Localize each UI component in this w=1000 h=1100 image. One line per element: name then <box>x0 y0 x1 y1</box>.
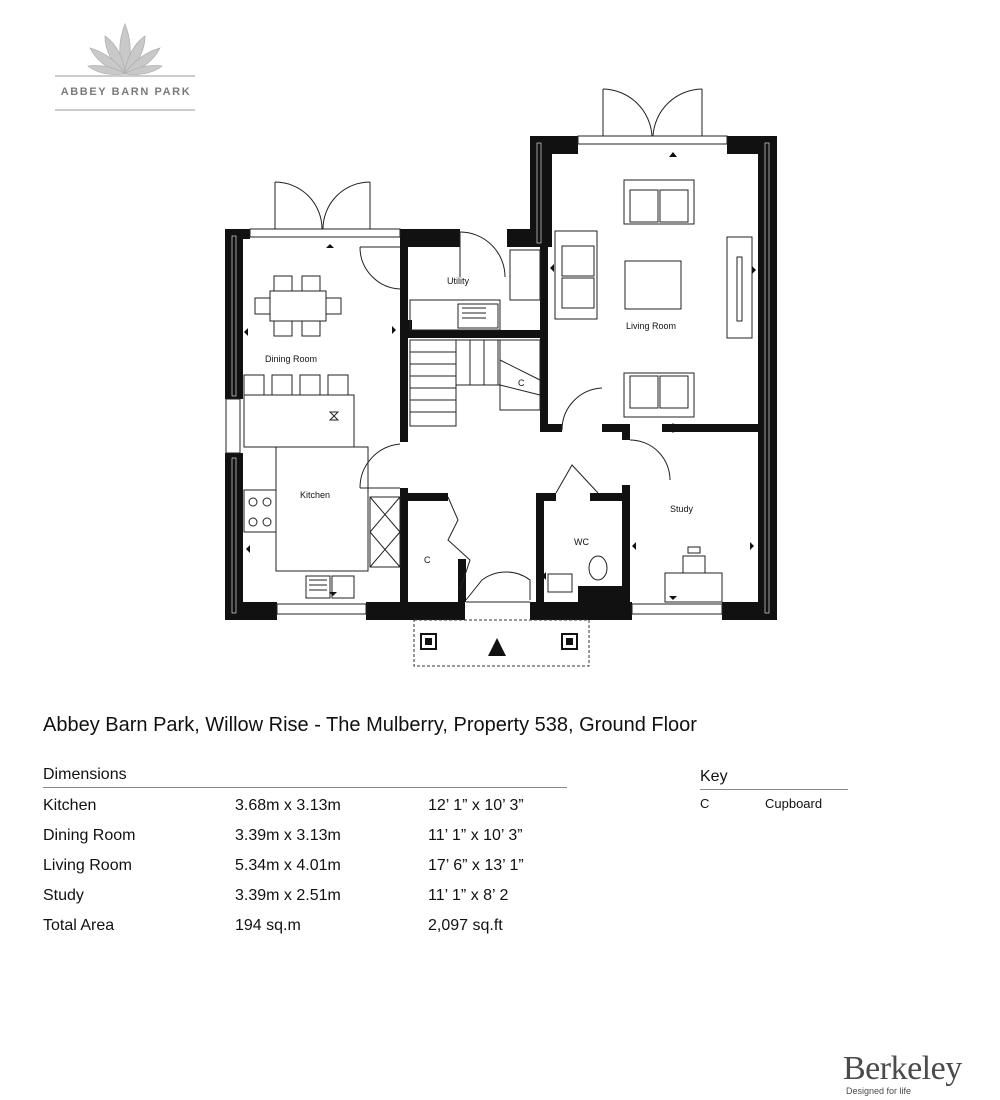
wc-toilet <box>589 556 607 580</box>
sofa-bottom <box>624 373 694 417</box>
development-logo-text: ABBEY BARN PARK <box>60 86 192 98</box>
dimensions-table <box>43 766 567 938</box>
furniture <box>244 180 752 602</box>
key-legend <box>700 768 848 812</box>
coffee-table <box>625 261 681 309</box>
table-row <box>43 848 567 878</box>
berkeley-tagline: Designed for life <box>846 1086 912 1096</box>
dim-room: Total Area <box>43 917 115 934</box>
dim-imperial: 2,097 sq.ft <box>428 917 503 934</box>
key-heading: Key <box>700 768 848 790</box>
dim-imperial: 17’ 6” x 13’ 1” <box>428 857 524 874</box>
dim-imperial: 11’ 1” x 8’ 2 <box>428 887 509 904</box>
key-meaning: Cupboard <box>765 796 823 811</box>
dim-room: Study <box>43 887 84 904</box>
table-row <box>43 908 567 938</box>
tv-unit <box>727 237 752 338</box>
dim-imperial: 12’ 1” x 10’ 3” <box>428 797 524 814</box>
table-row <box>43 788 567 818</box>
tall-units <box>370 497 400 567</box>
dimensions-heading: Dimensions <box>43 766 567 788</box>
page-title: Abbey Barn Park, Willow Rise - The Mulberry, Property 538, Ground Floor <box>43 714 697 736</box>
dining-table <box>270 291 326 321</box>
berkeley-logo: Berkeley <box>843 1050 962 1087</box>
dim-metric: 5.34m x 4.01m <box>235 857 341 874</box>
key-symbol: C <box>700 796 710 811</box>
table-row <box>43 818 567 848</box>
dim-metric: 194 sq.m <box>235 917 301 934</box>
room-label-dining-room: Dining Room <box>265 354 318 364</box>
entrance-arrow-icon <box>488 638 506 656</box>
french-doors <box>275 89 702 229</box>
room-label-wc: WC <box>574 537 589 547</box>
sofa-side <box>555 231 597 319</box>
dim-metric: 3.39m x 3.13m <box>235 827 341 844</box>
dim-room: Dining Room <box>43 827 136 844</box>
dim-room: Living Room <box>43 857 132 874</box>
kitchen-worktop <box>276 447 368 571</box>
room-label-cupboard-hall: C <box>424 555 431 565</box>
room-label-cupboard-stairs: C <box>518 378 525 388</box>
room-label-utility: Utility <box>447 276 469 286</box>
kitchen-island <box>244 395 354 447</box>
dim-metric: 3.39m x 2.51m <box>235 887 341 904</box>
table-row <box>43 878 567 908</box>
room-label-living-room: Living Room <box>626 321 677 331</box>
room-label-kitchen: Kitchen <box>300 490 331 500</box>
dim-imperial: 11’ 1” x 10’ 3” <box>428 827 523 844</box>
list-item <box>700 790 848 812</box>
dim-room: Kitchen <box>43 797 97 814</box>
room-label-study: Study <box>670 504 694 514</box>
wc-basin <box>548 574 572 592</box>
hob <box>244 490 276 532</box>
sofa-top <box>624 180 694 224</box>
dim-metric: 3.68m x 3.13m <box>235 797 341 814</box>
